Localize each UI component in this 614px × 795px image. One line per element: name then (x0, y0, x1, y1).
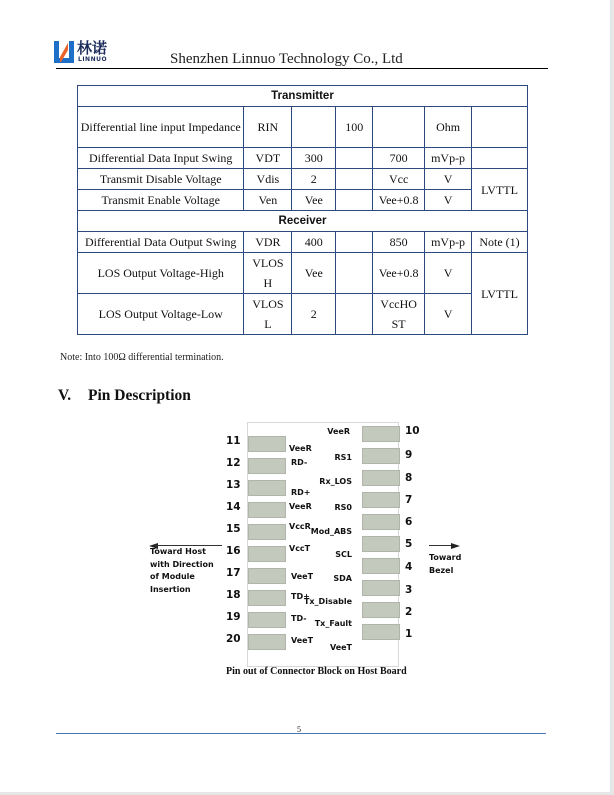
pin-number: 15 (226, 523, 241, 535)
pin-number: 7 (405, 494, 413, 506)
pin-label: RD- (291, 458, 308, 467)
pin-slot (362, 536, 400, 552)
diagram-caption: Pin out of Connector Block on Host Board (226, 666, 407, 677)
pin-slot (248, 546, 286, 562)
cell-unit: mVp-p (425, 232, 472, 253)
section-header-receiver: Receiver (78, 211, 528, 232)
cell-typ: 100 (336, 107, 373, 148)
logo-chinese-text: 林诺 (77, 39, 108, 57)
cell-min: 300 (292, 148, 336, 169)
cell-min: 2 (292, 169, 336, 190)
toward-host-label (150, 546, 214, 596)
company-name: Shenzhen Linnuo Technology Co., Ltd (170, 51, 403, 67)
cell-max: VccHOST (373, 294, 425, 335)
cell-note: LVTTL (472, 169, 528, 211)
pin-label: Rx_LOS (319, 476, 352, 486)
pin-number: 14 (226, 501, 241, 513)
pin-slot (248, 634, 286, 650)
cell-note: LVTTL (472, 253, 528, 335)
cell-symbol: RIN (244, 107, 292, 148)
toward-bezel-line: Toward (429, 553, 462, 562)
pin-label: SDA (333, 573, 352, 583)
cell-param: Differential Data Output Swing (78, 232, 244, 253)
arrow-right-line (429, 545, 451, 546)
pin-number: 12 (226, 457, 241, 469)
pin-label: RS1 (334, 452, 352, 462)
cell-max: 700 (373, 148, 425, 169)
pin-label: TD+ (291, 592, 310, 601)
pin-number: 1 (405, 628, 413, 640)
cell-max: Vee+0.8 (373, 253, 425, 294)
pin-label: VccR (289, 522, 311, 531)
section-number: V. (58, 387, 72, 404)
pin-number: 13 (226, 479, 241, 491)
pin-label: VeeR (327, 427, 350, 436)
pin-number: 2 (405, 606, 413, 618)
toward-host-line: with Direction (150, 559, 214, 569)
pin-slot (248, 612, 286, 628)
arrow-right-icon (451, 543, 460, 549)
pin-slot (248, 436, 286, 452)
cell-max: Vee+0.8 (373, 190, 425, 211)
cell-unit: Ohm (425, 107, 472, 148)
pin-slot (362, 558, 400, 574)
pin-label: TD- (291, 614, 307, 623)
pin-slot (248, 568, 286, 584)
pin-label: SCL (335, 550, 352, 559)
pin-slot (362, 602, 400, 618)
cell-min: Vee (292, 190, 336, 211)
section-title-text: Pin Description (88, 387, 191, 404)
pin-slot (362, 470, 400, 486)
toward-host-line: Toward Host (150, 547, 206, 556)
pin-label: VeeR (289, 502, 312, 511)
pin-number: 11 (226, 435, 241, 447)
pin-label: RS0 (334, 503, 352, 513)
pin-slot (362, 514, 400, 530)
cell-max: 850 (373, 232, 425, 253)
cell-max: Vcc (373, 169, 425, 190)
pin-slot (362, 580, 400, 596)
toward-bezel-line: Bezel (429, 565, 454, 575)
toward-bezel-label (429, 552, 461, 577)
cell-param: Differential line input Impedance (78, 107, 244, 148)
pin-label: Tx_Fault (314, 619, 352, 629)
pin-number: 18 (226, 589, 241, 601)
cell-param: Differential Data Input Swing (78, 148, 244, 169)
section-header-transmitter: Transmitter (78, 86, 528, 107)
pin-label: Mod_ABS (310, 527, 352, 537)
pin-slot (248, 458, 286, 474)
pin-slot (248, 502, 286, 518)
pin-slot (248, 480, 286, 496)
pin-slot (362, 426, 400, 442)
cell-min: 400 (292, 232, 336, 253)
logo-english-text: LINNUO (78, 56, 108, 63)
cell-param: Transmit Disable Voltage (78, 169, 244, 190)
cell-min: 2 (292, 294, 336, 335)
cell-note: Note (1) (472, 232, 528, 253)
pin-number: 6 (405, 516, 413, 528)
cell-symbol: VLOSH (244, 253, 292, 294)
pin-slot (362, 448, 400, 464)
cell-symbol: VDT (244, 148, 292, 169)
cell-symbol: Ven (244, 190, 292, 211)
pin-label: RD+ (291, 488, 311, 497)
pin-label: VeeT (329, 643, 352, 653)
cell-param: Transmit Enable Voltage (78, 190, 244, 211)
cell-symbol: Vdis (244, 169, 292, 190)
pin-label: VeeR (289, 444, 312, 453)
pin-label: Tx_Disable (303, 596, 352, 606)
cell-unit: V (425, 294, 472, 335)
cell-param: LOS Output Voltage-High (78, 253, 244, 294)
pin-number: 17 (226, 567, 241, 579)
pin-label: VeeT (291, 572, 314, 581)
cell-min: Vee (292, 253, 336, 294)
pin-number: 8 (405, 472, 413, 484)
pin-label: VccT (289, 544, 311, 553)
cell-unit: V (425, 169, 472, 190)
page-number: 5 (297, 725, 301, 734)
toward-host-line: of Module (150, 572, 195, 581)
pin-slot (362, 624, 400, 640)
cell-unit: mVp-p (425, 148, 472, 169)
pin-number: 4 (405, 561, 413, 573)
pin-number: 5 (405, 538, 413, 550)
table-footnote: Note: Into 100Ω differential termination. (60, 352, 224, 363)
cell-symbol: VLOSL (244, 294, 292, 335)
pin-slot (362, 492, 400, 508)
cell-param: LOS Output Voltage-Low (78, 294, 244, 335)
pin-number: 10 (405, 425, 420, 437)
toward-host-line: Insertion (150, 584, 191, 594)
cell-unit: V (425, 253, 472, 294)
pin-number: 19 (226, 611, 241, 623)
cell-unit: V (425, 190, 472, 211)
cell-symbol: VDR (244, 232, 292, 253)
pin-number: 20 (226, 633, 241, 645)
footer-divider (56, 733, 546, 734)
pin-number: 3 (405, 584, 413, 596)
pin-slot (248, 590, 286, 606)
pin-slot (248, 524, 286, 540)
pin-number: 9 (405, 449, 413, 461)
pin-label: VeeT (291, 636, 314, 645)
pin-number: 16 (226, 545, 241, 557)
